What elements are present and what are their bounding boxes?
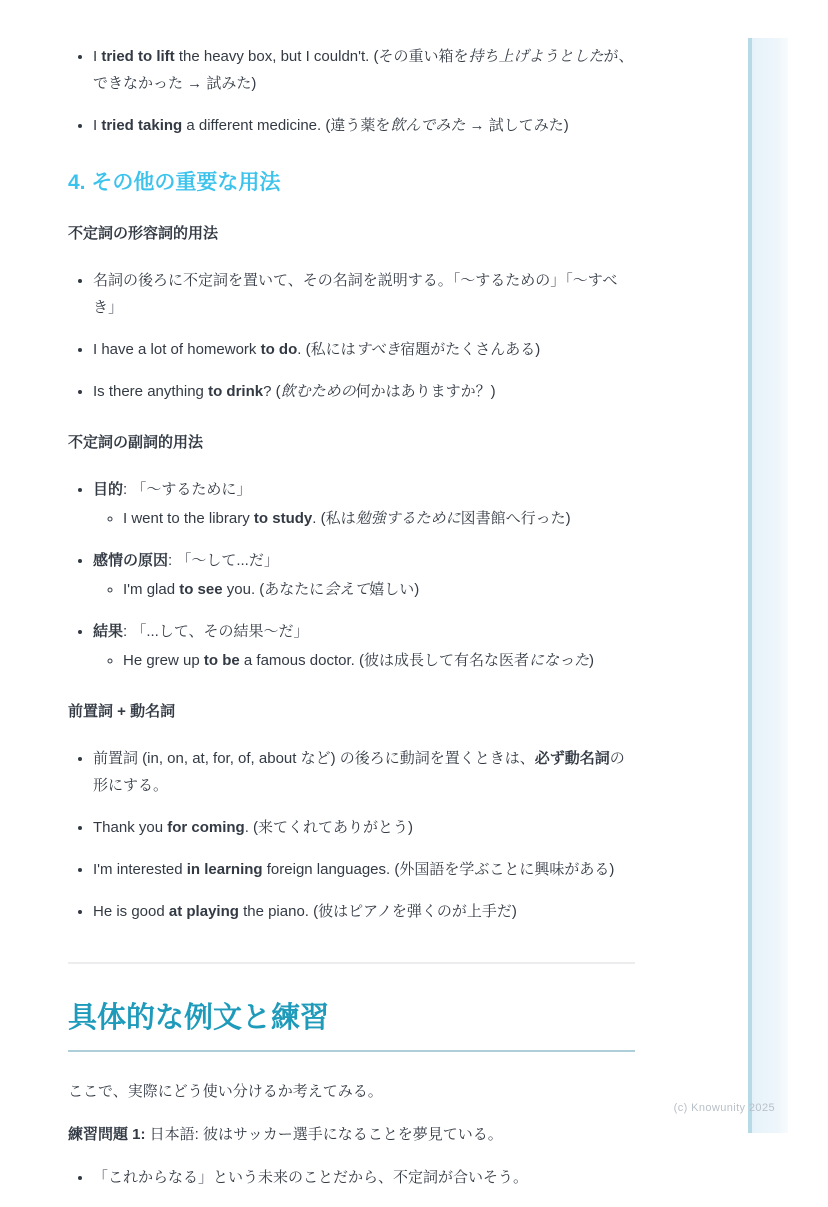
list-item: • 「これからなる」という未来のことだから、不定詞が合いそう。 xyxy=(93,1164,635,1191)
section-divider xyxy=(68,962,635,964)
list-item: • I have a lot of homework to do. (私にはすべき宿題がたくさんある) xyxy=(93,336,635,363)
list-item: • He is good at playing the piano. (彼はピアノを弾くのが上手だ) xyxy=(93,898,635,925)
subheading-adjectival-usage: 不定詞の形容詞的用法 xyxy=(68,225,219,243)
subheading-preposition-gerund: 前置詞 + 動名詞 xyxy=(68,703,176,721)
adverbial-usage-list xyxy=(68,476,635,674)
list-item xyxy=(93,618,635,674)
sub-list-item: ◦ He grew up to be a famous doctor. (彼は成長して有名な医者になった) xyxy=(123,647,635,674)
list-item-text: 目的: 「〜するために」 xyxy=(93,481,252,499)
document-content xyxy=(68,27,635,1207)
section-heading-other-usages: 4. その他の重要な用法 xyxy=(68,171,281,194)
practice-problem-1: 練習問題 1: 日本語: 彼はサッカー選手になることを夢見ている。 xyxy=(68,1125,503,1143)
page-edge-strip xyxy=(748,38,788,1133)
list-item xyxy=(93,476,635,532)
list-item: • 名詞の後ろに不定詞を置いて、その名詞を説明する。「〜するための」「〜すべき」 xyxy=(93,267,635,321)
list-item-text: 結果: 「...して、その結果〜だ」 xyxy=(93,623,309,641)
sub-list xyxy=(93,647,635,674)
sub-list-item: ◦ I'm glad to see you. (あなたに会えて嬉しい) xyxy=(123,576,635,603)
list-item: • I tried to lift the heavy box, but I couldn't. (その重い箱を持ち上げようとしたが、できなかった → 試みた) xyxy=(93,43,635,97)
preposition-gerund-list xyxy=(68,745,635,925)
footer-copyright: (c) Knowunity 2025 xyxy=(673,1102,775,1114)
sub-list xyxy=(93,505,635,532)
try-examples-list xyxy=(68,43,635,139)
list-item xyxy=(93,547,635,603)
list-item: • I'm interested in learning foreign languages. (外国語を学ぶことに興味がある) xyxy=(93,856,635,883)
practice-notes-list xyxy=(68,1164,635,1191)
sub-list xyxy=(93,576,635,603)
list-item: • 前置詞 (in, on, at, for, of, about など) の後ろに動詞を置くときは、必ず動名詞の形にする。 xyxy=(93,745,635,799)
adjectival-usage-list xyxy=(68,267,635,405)
list-item: • Is there anything to drink? (飲むための何かはありますか？) xyxy=(93,378,635,405)
page-heading-examples-practice: 具体的な例文と練習 xyxy=(68,1000,635,1051)
list-item-text: 感情の原因: 「〜して...だ」 xyxy=(93,552,279,570)
lead-text: ここで、実際にどう使い分けるか考えてみる。 xyxy=(68,1082,383,1100)
subheading-adverbial-usage: 不定詞の副詞的用法 xyxy=(68,434,204,452)
list-item: • Thank you for coming. (来てくれてありがとう) xyxy=(93,814,635,841)
sub-list-item: ◦ I went to the library to study. (私は勉強するために図書館へ行った) xyxy=(123,505,635,532)
list-item: • I tried taking a different medicine. (違う薬を飲んでみた → 試してみた) xyxy=(93,112,635,139)
